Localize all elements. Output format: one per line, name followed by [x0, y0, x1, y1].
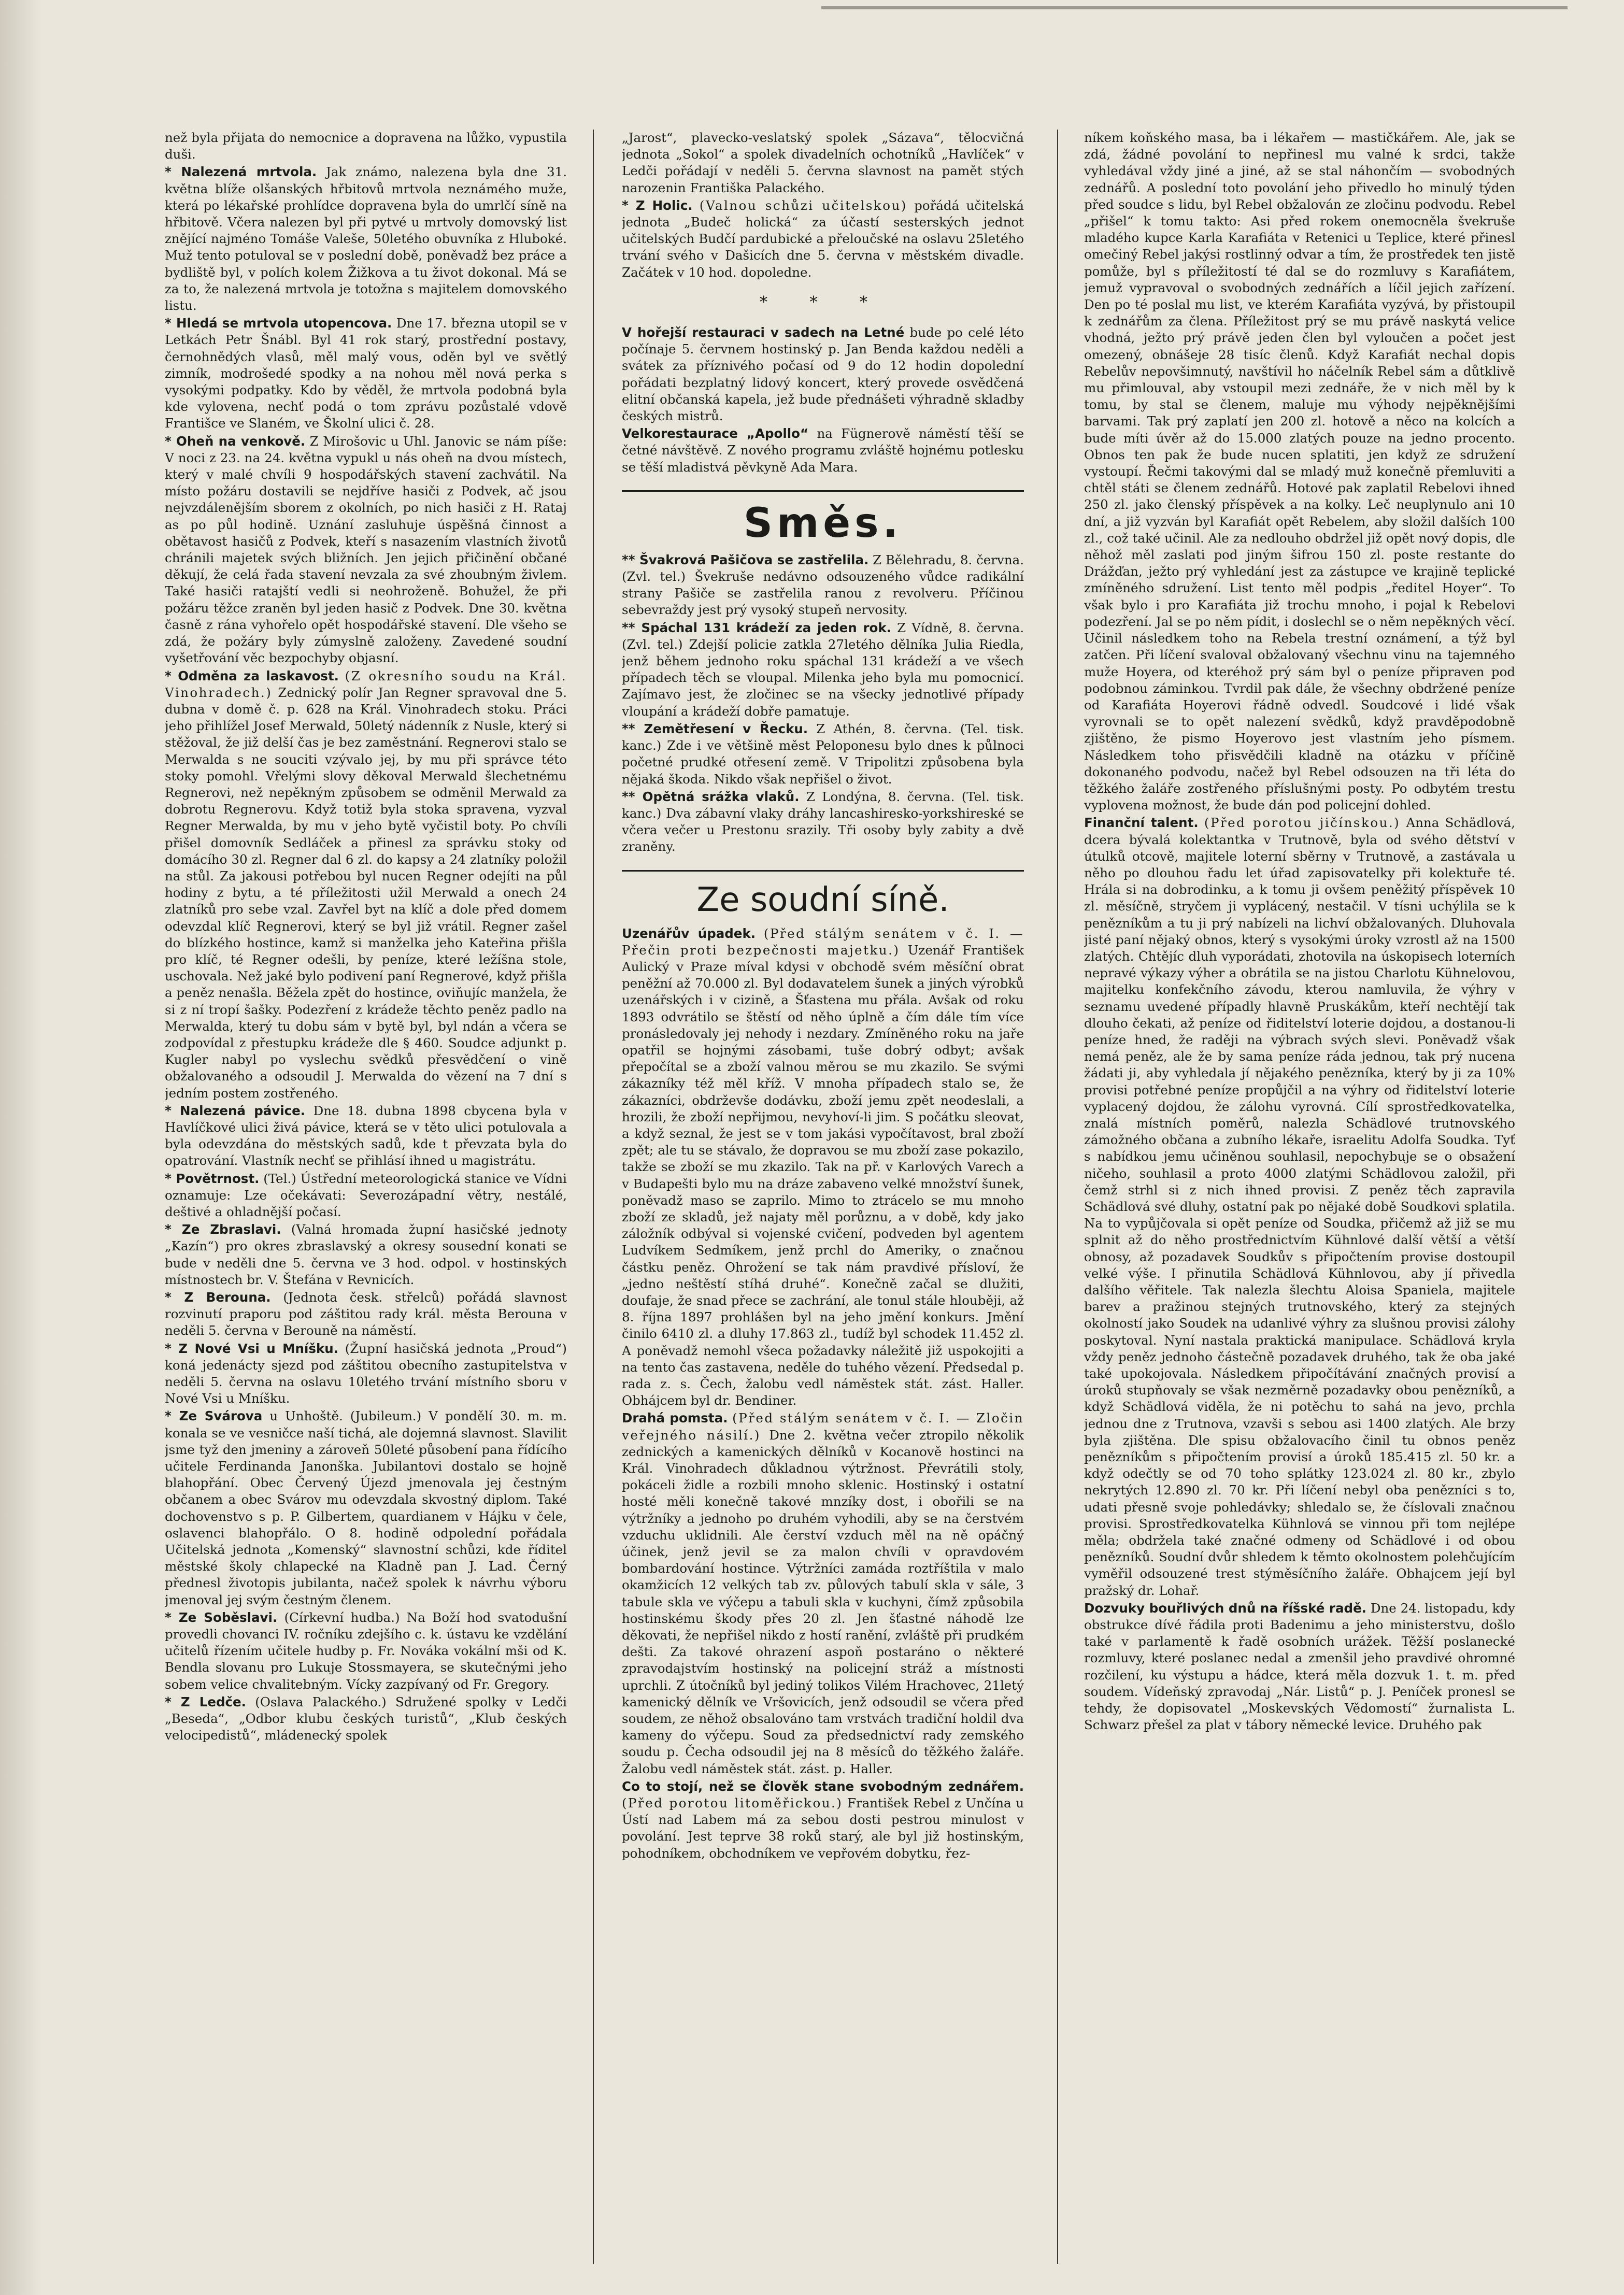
article-paragraph — [1084, 130, 1515, 814]
article-paragraph — [622, 1778, 1024, 1862]
article-subhead: (Valnou schůzi učitelskou) — [699, 197, 907, 213]
article-body: Jak známo, nalezena byla dne 31. května blíže olšanských hřbitovů mrtvola neznámého muže, která po lékařské prohlídce dopravena byla do umrlčí síně na hřbitově. Včera nalezen byl při pytvé u mrtvoly domovský list znějící najméno Tomáše Valeše, 50letého obuvníka z Hluboké. Muž tento potuloval se v poslední době, poněvadž bez práce a bydliště byl, v polích kolem Žižkova a tu život dokonal. Má se za to, že nalezená mrtvola je totožna s majitelem domovského listu. — [165, 164, 567, 313]
article-headline: Drahá pomsta. — [622, 1410, 728, 1426]
article-headline: * Ze Soběslavi. — [165, 1609, 278, 1625]
article-body: Dne 17. března utopil se v Letkách Petr Šnábl. Byl 41 rok starý, prostřední postavy, černohnědých vlasů, měl malý vous, oděn byl ve světlý zimník, modrošedé spodky a na nohou měl nová perka s vysokými podpatky. Kdo by věděl, že mrtvola podobná byla kde vylovena, nechť podá o tom zprávu pozůstalé vdově Františce ve Slaném, ve Školní ulici č. 28. — [165, 316, 567, 431]
article-body: Z Mirošovic u Uhl. Janovic se nám píše: V noci z 23. na 24. května vypukl u nás oheň na dvou místech, který v malé chvíli 9 hospodářských stavení zachvátil. Na místo požáru dostavili se nejdříve hasiči z Podvek, ač jsou nejvzdálenějším sborem z okolních, po nich hasiči z H. Rataj as po půl hodině. Uznání zasluhuje úspěšná činnost a obětavost hasičů z Podvek, kteří s nasazením vlastních životů chránili majetek svých bližních. Jen jejich přičinění občané děkují, že celá řada stavení nevzala za své zhoubným živlem. Také hasiči ratajští vedli si neohroženě. Bohužel, že při požáru těžce zraněn byl jeden hasič z Podvek. Dne 30. května časně z rána vyhořelo opět hospodářské stavení. Dle všeho se zdá, že požáry byly zúmyslně založeny. Zavedené soudní vyšetřování věc bezpochyby objasní. — [165, 433, 567, 666]
article-body: (Oslava Palackého.) Sdružené spolky v Ledči „Beseda“, „Odbor klubu českých turistů“, „Klub českých velocipedistů“, mládenecký spolek — [165, 1694, 567, 1743]
article-body: Z Vídně, 8. června. (Zvl. tel.) Zdejší policie zatkla 27letého dělníka Julia Riedla, jenž během jednoho roku spáchal 131 krádeží a ve všech případech těch se vloupal. Milenka jeho byla mu pomocnicí. Zajímavo jest, že zločinec se na všecky jednotlivé případy vloupání a krádeží dobře pamatuje. — [622, 620, 1024, 719]
article-paragraph — [1084, 1600, 1515, 1734]
article-body: níkem koňského masa, ba i lékařem — mastičkářem. Ale, jak se zdá, žádné povolání to nepřinesl mu valné k srdci, takže vyhledával vždy jiné a jiné, až se stal náhončím — svobodných zednářů. A poslední toto povolání jeho přivedlo ho minulý týden před soudce s lidu, byl Rebel obžalován ze zločinu podvodu. Rebel „přišel“ k tomu takto: Asi před rokem onemocněla švekruše mladého kupce Karla Karafiáta v Retenici u Teplice, které přinesl omečiný Rebel jakýsi rostlinný odvar a tím, že prostředek ten jistě pomůže, byl s příležitostí té dal se do rozmluvy s Karafiátem, jemuž vypravoval o svobodných zednářích a líčil jejich zařízení. Den po té poslal mu list, ve kterém Karafiáta vyzývá, by přistoupil k zednářům za člena. Příležitost prý se mu právě naskytá velice vhodná, ježto prý právě jeden člen byl vyloučen a počet jest omezený, obnášeje 28 tisíc členů. Když Karafiát nechal dopis Rebelův nepovšimnutý, navštívil ho náčelník Rebel sám a důtklivě mu přimlouval, aby vstoupil mezi zednáře, že v nich měl by k tomu, by stal se členem, maluje mu výhody nejpěknějšími barvami. Tak prý zaplatí jen 200 zl. hotově a něco na kolcích a bude míti úvěr až do 15.000 zlatých pouze na jedno procento. Obnos ten pak že bude nucen splatiti, jen když ze sdružení vystoupí. Řečmi takovými dal se mladý muž konečně přemluviti a chtěl státi se členem zednářů. Hotové pak zaplatil Rebelovi ihned 250 zl. jako členský příspěvek a na kolky. Leč neuplynulo ani 10 dní, a již vyzván byl Karafiát opět Rebelem, aby složil dalších 100 zl., což také učinil. Ale za nedlouho obdržel již opět nový dopis, dle něhož měl zaslati pod jiným šifrou 150 zl. poste restante do Drážďan, ježto prý vyhledání jest za zástupce ve krajině teplické zmíněného sdružení. List tento měl podpis „ředitel Hoyer“. To však bylo i pro Karafiáta již trochu mnoho, i pojal k Rebelovi podezření. Jal se po něm pídit, i doslechl se o něm nepěkných věcí. Učinil následkem toho na Rebela trestní oznámení, a týž byl zatčen. Při líčení svaloval obžalovaný všechnu vinu na tajemného muže Hoyera, od kteréhož prý sám byl o peníze připraven pod podobnou záminkou. Tvrdil pak dále, že všechny obdržené peníze od Karafiáta Hoyerovi řádně odvedl. Soudcové i lidé však vyrovnali se to opět nalezení svědků, když pravděpodobně zjištěno, že pismo Hoyerovo jest vlastním jeho písmem. Následkem toho přisvědčili kladně na otázku v příčině dokonaného podvodu, načež byl Rebel odsouzen na tři léta do těžkého žaláře zostřeného příslušnými posty. Po odbytém trestu vyplovena možnost, že bude dán pod policejní dohled. — [1084, 130, 1515, 813]
article-headline: Co to stojí, než se člověk stane svobodným zednářem. — [622, 1778, 1024, 1794]
article-body: než byla přijata do nemocnice a dopravena na lůžko, vypustila duši. — [165, 130, 567, 162]
article-paragraph — [622, 324, 1024, 424]
article-paragraph — [165, 433, 567, 667]
page-binding-shadow — [0, 0, 41, 2295]
article-headline: * Hledá se mrtvola utopencova. — [165, 316, 392, 331]
article-paragraph — [622, 620, 1024, 720]
article-headline: * Z Ledče. — [165, 1694, 246, 1709]
article-headline: * Povětrnost. — [165, 1171, 260, 1186]
article-body: Z Londýna, 8. června. (Tel. tisk. kanc.) Dva zábavní vlaky dráhy lancashiresko-yorkshireské se včera večer u Prestonu srazily. Tři osoby byly zabity a dvě zraněny. — [622, 789, 1024, 854]
article-subhead: (Před stálým senátem v č. I. — Zločin veřejného násilí.) — [622, 1410, 1024, 1443]
article-headline: * Nalezená pávice. — [165, 1103, 306, 1118]
column-middle — [622, 130, 1024, 2274]
article-headline: Dozvuky bouřlivých dnů na říšské radě. — [1084, 1600, 1366, 1616]
article-headline: V hořejší restauraci v sadech na Letné — [622, 325, 905, 340]
article-headline: ** Švakrová Pašičova se zastřelila. — [622, 552, 869, 567]
article-subhead: (Před porotou jičínskou.) — [1204, 815, 1401, 831]
article-paragraph — [165, 1221, 567, 1288]
section-title-smes: Směs. — [622, 490, 1024, 547]
article-headline: * Z Berouna. — [165, 1290, 271, 1305]
article-headline: * Z Nové Vsi u Mníšku. — [165, 1341, 338, 1356]
article-paragraph — [165, 1408, 567, 1608]
article-body: (Církevní hudba.) Na Boží hod svatodušní provedli chovanci IV. ročníku zdejšího c. k. ústavu ke vzdělání učitelů řízením učitele hudby p. Fr. Nováka vokální mši od K. Bendla slovanu pro Lukuje Stossmayera, se skutečnými jeho sobem velice chvalitebným. Vícky zazpívaný od Fr. Gregory. — [165, 1609, 567, 1692]
article-headline: ** Zemětřesení v Řecku. — [622, 721, 808, 736]
article-paragraph — [165, 1171, 567, 1221]
article-headline: ** Spáchal 131 krádeží za jeden rok. — [622, 620, 891, 635]
article-body: Uzenář František Aulický v Praze míval kdysi v obchodě svém měsíční obrat peněžní až 70.000 zl. Byl dodavatelem šunek a jiných výrobků uzenářských i v cizině, a Šťastena mu přála. Avšak od roku 1893 odvrátilo se štěstí od něho úplně a čím dále tím více pronásledovaly jej nehody i nezdary. Zmíněného roku na jaře opatřil se hojnými zásobami, tuše dobrý odbyt; avšak přepočítal se a zboží valnou měrou se mu zkazilo. Se svými zákazníky též měl kříž. V mnoha případech stalo se, že zákazníci, obdrževše dodávku, zboží jemu zpět neodeslali, a hrozili, že zboží nepřijmou, nevyhoví-li jim. S počátku sleovat, a když seznal, že jest se v tom jakási vypočítavost, bral zboží zpět; ale tu se stávalo, že dopravou se mu zboží zase pokazilo, takže se zboží se mu zkazilo. Tak na př. v Karlových Varech a v Budapešti bylo mu na dráze zabaveno velké množství šunek, poněvadž maso se zaprilo. Mimo to ztrácelo se mu mnoho zboží ze skladů, jež najaty měl porůznu, a v době, kdy jako záložník odbýval si vojenské cvičení, podveden byl agentem Ludvíkem Sedmíkem, jenž prchl do Ameriky, o značnou částku peněz. Ohrožení se tak nám pravdivé přísloví, že „jedno neštěstí stíhá druhé“. Konečně začal se dlužiti, doufaje, že snad přece se zachrání, ale tonul stále hlouběji, až 8. října 1897 prohlášen byl na jeho jmění konkurs. Jmění činilo 6410 zl. a dluhy 17.863 zl., tudíž byl schodek 11.452 zl. A poněvadž nemohl všeca požadavky náležitě již uspokojiti a na tento čas zastavena, neděle do tuhého vězení. Předsedal p. rada z. s. Čech, žalobu vedl náměstek stát. zást. Haller. Obhájcem byl dr. Bendiner. — [622, 942, 1024, 1408]
article-paragraph — [165, 1341, 567, 1407]
article-paragraph — [165, 130, 567, 163]
article-paragraph — [622, 925, 1024, 1409]
article-body: (Valná hromada župní hasičské jednoty „Kazín“) pro okres zbraslavský a okresy sousední konati se bude v neděli dne 5. června ve 3 hod. odpol. v hostinských místnostech br. V. Štefána v Revnicích. — [165, 1222, 567, 1287]
article-headline: * Oheň na venkově. — [165, 433, 306, 449]
article-body: na Fügnerově náměstí těší se četné návštěvě. Z nového programu zvláště hojnému potlesku se těší mladistvá pěvkyně Ada Mara. — [622, 426, 1024, 475]
article-headline: * Ze Zbraslavi. — [165, 1222, 281, 1237]
article-body: pořádá učitelská jednota „Budeč holická“ za účastí sesterských jednot učitelských Budčí pardubické a přeloučské na oslavu 25letého trvání svého v Dašicích dne 5. června v městském divadle. Začátek v 10 hod. dopoledne. — [622, 197, 1024, 280]
article-paragraph — [1084, 815, 1515, 1599]
article-body: (Tel.) Ústřední meteorologická stanice ve Vídni oznamuje: Lze očekávati: Severozápadní větry, nestálé, deštivé a ohladnější počasí. — [165, 1171, 567, 1219]
article-body: bude po celé léto počínaje 5. červnem hostinský p. Jan Benda každou neděli a svátek za příznivého počasí od 9 do 12 hodin dopolední pořádati bezplatný lidový koncert, který provede osvědčená elitní občanská kapela, jež bude přednášeti výhradně skladby českých mistrů. — [622, 325, 1024, 424]
article-paragraph — [622, 425, 1024, 476]
article-body: Zednický polír Jan Regner spravoval dne 5. dubna v domě č. p. 628 na Král. Vinohradech stoku. Práci jeho přihlížel Josef Merwald, 50letý nádenník z Nusle, který si stěžoval, že již delší čas je bez zaměstnání. Regnerovi stalo se Merwalda s ne souciti vzývalo jej, by mu při správce této stoky pomohl. Vřelými slovy děkoval Merwald šlechetnému Regnerovi, než nepěkným způsobem se odměnil Merwald za dobrotu Regnerovu. Když totiž byla stoka spravena, vyzval Regner Merwalda, by mu v jeho bytě vyčistil boty. Po chvíli přišel domovník Sedláček a přinesl za správku stoky od domácího 30 zl. Regner dal 6 zl. do kapsy a 24 zlatníky položil na stůl. Za jakousi potřebou byl nucen Regner odejíti na půl hodiny z bytu, a té příležitosti užil Merwald a onech 24 zlatníků pro sebe vzal. Zavřel byt na klíč a dole před domem odevzdal klíč Regnerovi, který se byl již vrátil. Regner zašel do blízkého hostince, kamž si manželka jeho Kateřina přišla pro klíč, té Regner odešli, by peníze, které ležíšna stole, uschovala. Než jaké bylo podivení paní Regnerové, když přišla a peněz nenašla. Běžela zpět do hostince, oviňujíc manžela, že si z ní tropí šašky. Podezření z krádeže těchto peněz padlo na Merwalda, který tu dobu sám v bytě byl, byl ndán a včera se zodpovídal z přestupku krádeže dle § 460. Soudce adjunkt p. Kugler nabyl po vyslechu svědků přesvědčení o vině obžalovaného a odsoudil J. Merwalda do vězení na 7 dní s jedním postem zostřeného. — [165, 685, 567, 1101]
article-paragraph — [165, 164, 567, 314]
article-subhead: (Před stálým senátem v č. I. — Přečin proti bezpečnosti majetku.) — [622, 925, 1024, 958]
article-paragraph — [622, 552, 1024, 619]
top-edge-bleed — [821, 6, 1568, 9]
article-paragraph — [165, 1694, 567, 1744]
article-body: (Jednota česk. střelců) pořádá slavnost rozvinutí praporu pod záštitou rady král. města Berouna v neděli 5. června v Berouně na náměstí. — [165, 1290, 567, 1338]
section-title-court: Ze soudní síně. — [622, 870, 1024, 920]
article-body: u Unhoště. (Jubileum.) V pondělí 30. m. m. konala se ve vesničce naší tichá, ale dojemná slavnost. Slavilit jsme tyž den jmeniny a zároveň 50leté působení pana řídícího učitele Ferdinanda Janonška. Jubilantovi dostalo se hojně blahopřání. Obec Červený Újezd jmenovala jej čestným občanem a obec Svárov mu odevzdala skvostný diplom. Také dochovenstvo s p. P. Gilbertem, quardianem v Hájku v čele, oslavenci blahopřálo. O 8. hodině odpolední pořádala Učitelská jednota „Komenský“ slavnostní schůzi, kde říditel městské školy chlapecké na Kladně pan J. Lad. Černý přednesl životopis jubilanta, načež spolek k návrhu výboru jmenoval jej svým čestným členem. — [165, 1408, 567, 1607]
article-paragraph — [622, 197, 1024, 281]
article-headline: Finanční talent. — [1084, 815, 1199, 831]
article-subhead: (Před porotou litoměřickou.) — [622, 1795, 843, 1811]
article-paragraph — [622, 789, 1024, 856]
column-left — [165, 130, 567, 2274]
article-paragraph — [165, 668, 567, 1102]
article-headline: Uzenářův úpadek. — [622, 925, 756, 941]
article-body: Z Bělehradu, 8. června. (Zvl. tel.) Švekruše nedávno odsouzeného vůdce radikální strany Pašiče se zastřelila ranou z revolveru. Příčinou sebevraždy jest prý vysoký stupeň nervosity. — [622, 552, 1024, 618]
section-stars-divider: * * * — [759, 293, 887, 311]
article-paragraph — [165, 1609, 567, 1693]
article-headline: * Ze Svárova — [165, 1408, 263, 1424]
article-headline: * Nalezená mrtvola. — [165, 164, 317, 180]
article-paragraph — [622, 1410, 1024, 1777]
article-body: „Jarost“, plavecko-veslatský spolek „Sázava“, tělocvičná jednota „Sokol“ a spolek divadelních ochotníků „Havlíček“ v Ledči pořádají v neděli 5. června slavnost na pamět stých narozenin Františka Palackého. — [622, 130, 1024, 195]
column-right — [1084, 130, 1515, 2274]
article-body: Dne 18. dubna 1898 cbycena byla v Havlíčkové ulici živá pávice, která se v těto ulici potulovala a byla odevzdána do městských sadů, kde t převzata byla do opatrování. Vlastník nechť se přihlásí ihned u magistrátu. — [165, 1103, 567, 1168]
column-rule-right — [1057, 130, 1058, 2264]
article-body: Dne 2. května večer ztropilo několik zednických a kamenických dělníků v Kocanově hostinci na Král. Vinohradech důkladnou výtržnost. Převrátili stoly, pokáceli židle a rozbili mnoho sklenic. Hostinský i ostatní hosté měli konečně takové mnzíky dost, i obořili se na výtržníky a jednoho po druhém vyhodili, aby se na čerstvém vzduchu uklidnili. Ale čerství vzduch měl na ně opáčný účinek, jenž jevil se za malon chvíli v opravdovém bombardování hostince. Výtržníci zamáda roztříštila v malo okamžicích 12 velkých tab zv. půlových tabulí skla v sále, 3 tabule skla ve výčepu a tabuli skla v kuchyni, čímž způsobila hostinskému škody přes 20 zl. Jen šťastné náhodě lze děkovati, že nepřišel nikdo z hostí ranění, zvláště při prudkém dešti. Za takové ohrazení aspoň postaráno o některé zpravodajstvím hostinský na policejní stráž a místnosti uprchli. Z útočníků byl jediný tolikos Vilém Hrachovec, 21letý kamenický dělník ve Vršovicích, jenž odsoudil se včera před soudem, ze něhož obsalováno tam vrstvách tradiční holdil dva kameny do výčepu. Soud za předsednictví rady zemského soudu p. Čecha odsoudil jej na 8 měsíců do těžkého žaláře. Žalobu vedl náměstek stát. zást. p. Haller. — [622, 1427, 1024, 1776]
article-paragraph — [165, 1103, 567, 1170]
article-subhead: (Z okresního soudu na Král. Vinohradech.) — [165, 668, 567, 700]
article-body: Anna Schädlová, dcera bývalá kolektantka v Trutnově, byla od svého dětství v útulků otcově, majitele loterní sběrny v Trutnově, a zastávala u něho po dlouhou řadu let úřad zapisovatelky při kolektuře té. Hrála si na dobrodinku, a k tomu ji ovšem peněžitý příspěvek 10 zl. měsíčně, stryčem ji vyplácený, nestačil. V tísni uchýlila se k penězníkům a tu ji prý nabízeli na lichví obžalovaných. Dluhovala jisté paní nějaký obnos, který s vysokými úroky vzrostl až na 1500 zlatých. Chtějíc dluh vyporádati, zhotovila na úskopisech loterních nepravé výkazy výher a obrátila se na jistou Charlotu Kühnelovou, majitelku konfekčního závodu, kterou namluvila, že výhry v seznamu uvedené případly hlavně Pruskákům, kteří nechtějí tak dlouho čekati, až peníze od řiditelství loterie dojdou, a dostanou-li peníze hned, že raději na výbrach svých slevi. Poněvadž však nemá peněz, ale že by sama peníze ráda jednou, tak prý nucena žádati ji, aby vyhledala jí nějakého penězníka, který by ji za 10% provisi potřebné peníze propůjčil a na výhry od řiditelství loterie vyplacený dojdou, že zálohu vyrovná. Cílí sprostředkovatelka, znalá místních poměrů, nalezla Schädlové trutnovského zámožného občana a zubního lékaře, israelitu Adolfa Soudka. Tyť s nabídkou jemu učiněnou souhlasil, nepochybuje se o obsažení ničeho, souhlasil a proto 4000 zlatými Schädlovou založil, při čemž strhl si z nich ihned provisi. Z peněz těch zapravila Schädlová své dluhy, ostatní pak po nějaké době Soudkovi splatila. Na to vypůjčovala si opět peníze od Soudka, přičemž až již se mu splnit až do něho prostřednictvím Kühnlové další větší a větší obnosy, až pozadavek Soudkův s připočtením provise dostoupil velké výše. I přinutila Schädlová Kühnlovou, aby jí přivedla dalšího věřitele. Tak nalezla šlechtu Aloisa Spaniela, majitele barev a pražinou stejných trutnovského, který za stejných okolností jako Soudek na udanlivé výhry za slušnou provisi zálohy poskytoval. Nyní nastala praktická manipulace. Schädlová kryla vždy peněz jednoho částečně pozadavek druhého, tak že oba jaké také upokojovala. Následkem připočítávání značných provisí a úroků stupňovaly se však nezměrně pozadavky obou penězníků, a když Schädlová viděla, že ni potěchu to sahá na jevo, prchla jednou dne z Trutnova, vzavši s sebou asi 1400 zlatých. Ale brzy byla zjištěna. Dle spisu obžalovacího činil tu obnos peněz penězníkům s připočtením provisí a úroků 185.415 zl. 50 kr. a když odečtly se od 70 toho splátky 123.024 zl. 80 kr., zbylo nekrytých 12.890 zl. 70 kr. Při líčení nebyl oba penězníci s to, udati přesně svoje pohledávky; shledalo se, že číslovali značnou provisi. Sprostředkovatelka Kühnlová se vinnou při tom nejlépe měla; obdržela také značné odmeny od Schädlové i od obou penězníků. Soudní dvůr shledem k těmto okolnostem polehčujícím vyměřil odsouzené trest stýměsíčního žaláře. Obhajcem její byl pražský dr. Lohař. — [1084, 815, 1515, 1598]
article-paragraph — [622, 721, 1024, 788]
article-paragraph — [165, 315, 567, 432]
column-rule-left — [593, 130, 594, 2264]
article-body: (Župní hasičská jednota „Proud“) koná jedenácty sjezd pod záštitou obecního zastupitelstva v neděli 5. června na oslavu 10letého trvání místního sboru v Nové Vsi u Mníšku. — [165, 1341, 567, 1406]
article-headline: Velkorestaurace „Apollo“ — [622, 426, 809, 441]
article-headline: * Z Holic. — [622, 197, 693, 213]
article-paragraph — [165, 1289, 567, 1339]
article-body: František Rebel z Unčína u Ústí nad Labem má za sebou dosti pestrou minulost v povolání. Jest teprve 38 roků starý, ale byl již hostinským, pohodníkem, obchodníkem ve vepřovém dobytku, řez- — [622, 1795, 1024, 1861]
article-body: Dne 24. listopadu, kdy obstrukce dívé řádila proti Badenimu a jeho ministerstvu, došlo také v parlamentě k řadě osobních urážek. Těžší poslanecké rozmluvy, které poslanec nedal a zmenšil jeho pravdivé ohromné rozčilení, ku výstupu a hádce, která měla dozvuk 1. t. m. před soudem. Vídeňský zpravodaj „Nár. Listů“ p. J. Peníček pronesl se tehdy, že dopisovatel „Moskevských Vědomostí“ žurnalista L. Schwarz přešel za plat v tábory německé levice. Druhého pak — [1084, 1600, 1515, 1733]
article-paragraph — [622, 130, 1024, 196]
article-headline: * Odměna za laskavost. — [165, 668, 339, 683]
article-headline: ** Opětná srážka vlaků. — [622, 789, 800, 804]
article-body: Z Athén, 8. června. (Tel. tisk. kanc.) Zde i ve většině měst Peloponesu bylo dnes k půlnoci početné prudké otřesení země. V Tripolitzi způsobena byla nějaká škoda. Nikdo však nepřišel o život. — [622, 721, 1024, 787]
